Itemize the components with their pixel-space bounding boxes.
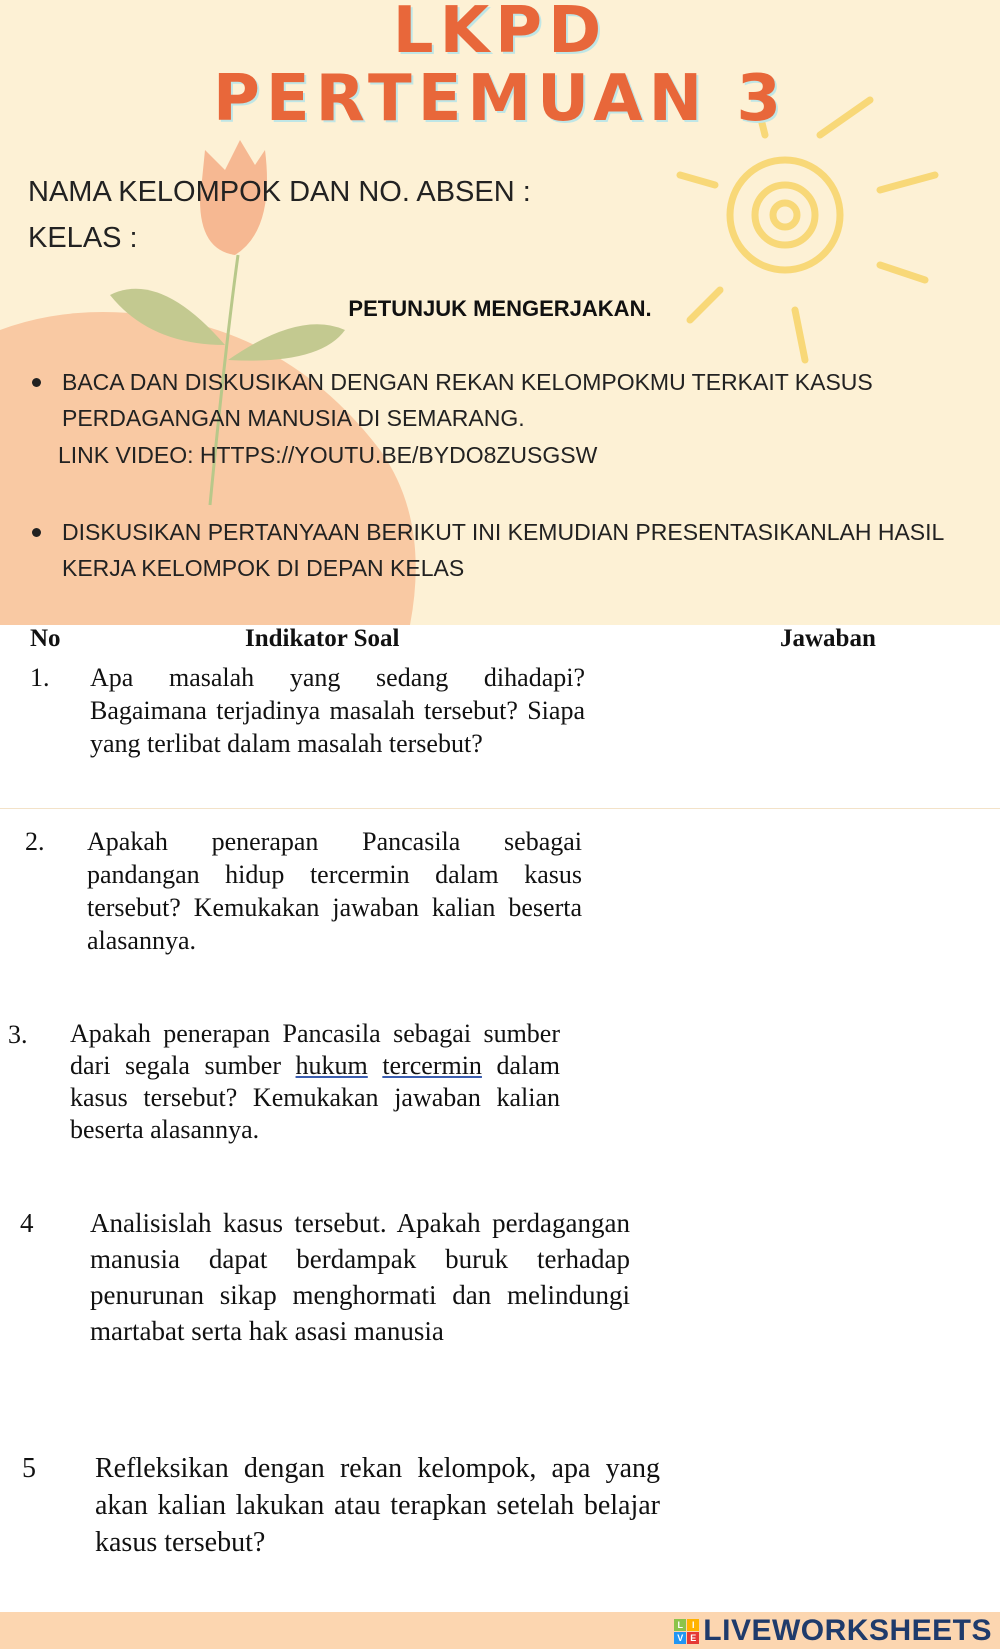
underlined-word: hukum [295, 1051, 368, 1080]
header-answer: Jawaban [780, 625, 876, 652]
table-row [0, 661, 1000, 771]
class-label: KELAS : [28, 222, 138, 254]
question-text: dalam kasus tersebut? Kemukakan jawaban kalian beserta alasannya. [70, 1051, 561, 1144]
instruction-bullet-2: DISKUSIKAN PERTANYAAN BERIKUT INI KEMUDIAN PRESENTASIKANLAH HASIL KERJA KELOMPOK DI DEPAN KELAS [30, 514, 990, 586]
row-question: Apakah penerapan Pancasila sebagai pandangan hidup tercermin dalam kasus tersebut? Kemukakan jawaban kalian beserta alasannya. [87, 827, 582, 955]
question-text [368, 1051, 383, 1080]
liveworksheets-brand[interactable] [674, 1614, 992, 1648]
group-name-label: NAMA KELOMPOK DAN NO. ABSEN : [28, 176, 531, 208]
header-no: No [30, 625, 61, 652]
instructions-heading: PETUNJUK MENGERJAKAN. [348, 296, 652, 321]
title-meeting: PERTEMUAN 3 [213, 62, 787, 136]
logo-letter: I [687, 1619, 699, 1631]
row-number: 1. [30, 663, 50, 692]
question-table [0, 625, 1000, 1612]
logo-letter: V [674, 1632, 686, 1644]
row-number: 4 [20, 1208, 34, 1238]
logo-letter: L [674, 1619, 686, 1631]
row-divider [0, 808, 1000, 809]
footer-bar [0, 1612, 1000, 1649]
title-lkpd: LKPD [392, 0, 608, 68]
row-number: 2. [25, 827, 45, 856]
brand-text: LIVEWORKSHEETS [703, 1614, 992, 1647]
question-text: Apakah penerapan Pancasila sebagai sumber dari segala sumber [70, 1019, 560, 1080]
row-question: Apa masalah yang sedang dihadapi? Bagaimana terjadinya masalah tersebut? Siapa yang terlibat dalam masalah tersebut? [90, 663, 585, 758]
row-number: 3. [8, 1020, 28, 1049]
row-question: Analisislah kasus tersebut. Apakah perdagangan manusia dapat berdampak buruk terhadap penurunan sikap menghormati dan melindungi martabat serta hak asasi manusia [90, 1208, 630, 1346]
instruction-bullet-1: BACA DAN DISKUSIKAN DENGAN REKAN KELOMPOKMU TERKAIT KASUS PERDAGANGAN MANUSIA DI SEMARANG. [30, 364, 990, 436]
header-indicator: Indikator Soal [245, 625, 400, 652]
video-link[interactable]: LINK VIDEO: HTTPS://YOUTU.BE/BYDO8ZUSGSW [58, 442, 598, 468]
worksheet-header [0, 0, 1000, 625]
row-number: 5 [22, 1453, 36, 1484]
underlined-word: tercermin [382, 1051, 482, 1080]
row-question [70, 1018, 560, 1146]
logo-letter: E [687, 1632, 699, 1644]
liveworksheets-logo-icon [674, 1619, 699, 1644]
row-question: Refleksikan dengan rekan kelompok, apa yang akan kalian lakukan atau terapkan setelah belajar kasus tersebut? [95, 1453, 660, 1558]
